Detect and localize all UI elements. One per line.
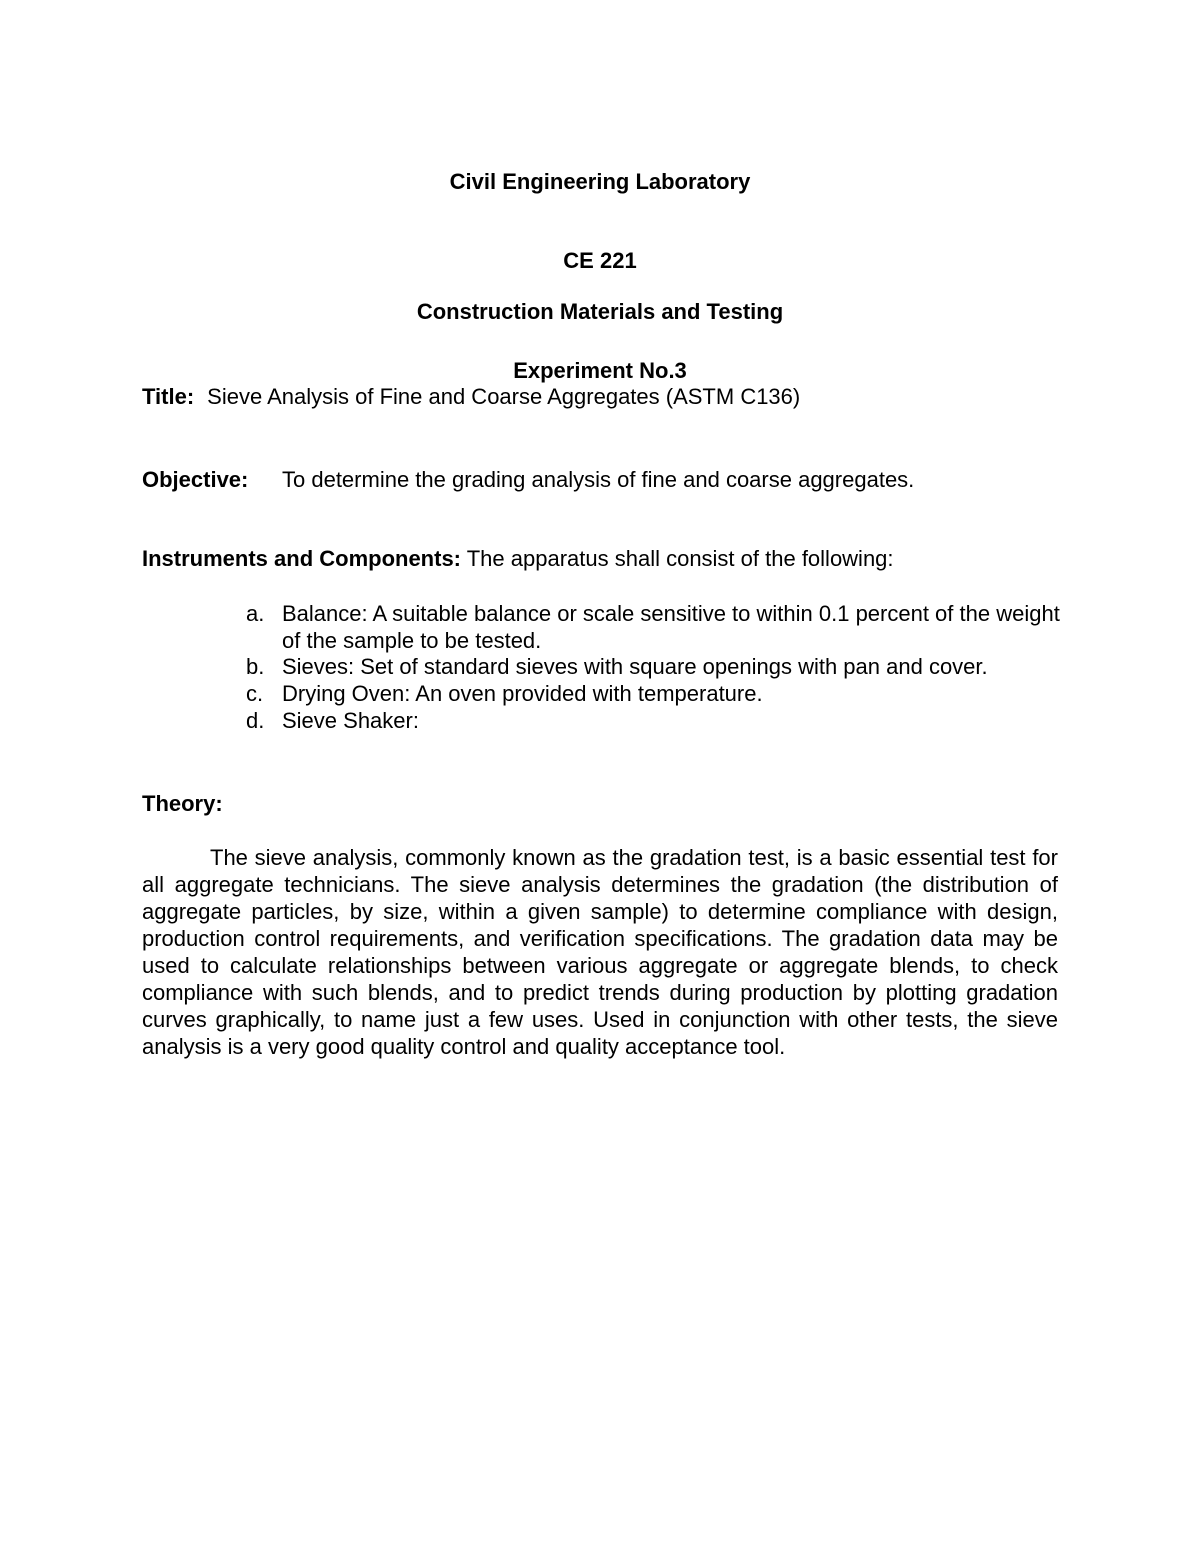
instruments-label: Instruments and Components: [142, 546, 462, 571]
list-item [246, 708, 1062, 735]
title-label: Title: [142, 384, 195, 409]
objective-row [142, 467, 1058, 493]
list-marker: b. [246, 654, 265, 680]
theory-paragraph: The sieve analysis, commonly known as the gradation test, is a basic essential test for all aggregate technicians. The sieve analysis determines the gradation (the distribution of aggregate particles, by size, within a given sample) to determine compliance with design, production control requirements, and verification specifications. The gradation data may be used to calculate relationships between various aggregate or aggregate blends, to check compliance with such blends, and to predict trends during production by plotting gradation curves graphically, to name just a few uses. Used in conjunction with other tests, the sieve analysis is a very good quality control and quality acceptance tool. [142, 845, 1058, 1059]
list-item [246, 654, 1062, 681]
list-marker: c. [246, 681, 264, 707]
list-item [246, 601, 1062, 654]
theory-heading: Theory: [142, 791, 223, 816]
list-item [246, 681, 1062, 708]
objective-text: To determine the grading analysis of fine and coarse aggregates. [282, 467, 915, 492]
list-item-text: Drying Oven: An oven provided with temperature. [282, 681, 763, 707]
course-name: Construction Materials and Testing [416, 299, 784, 324]
instruments-row [142, 546, 1058, 572]
instruments-list [246, 601, 1062, 735]
instruments-intro: The apparatus shall consist of the following: [466, 546, 894, 571]
title-row [142, 384, 1058, 410]
list-item-text: Balance: A suitable balance or scale sensitive to within 0.1 percent of the weight of the sample to be tested. [282, 601, 1060, 653]
list-marker: a. [246, 601, 265, 626]
experiment-number: Experiment No.3 [513, 358, 687, 383]
list-item-text: Sieve Shaker: [282, 707, 419, 733]
title-text: Sieve Analysis of Fine and Coarse Aggregates (ASTM C136) [207, 384, 801, 409]
list-item-text: Sieves: Set of standard sieves with square openings with pan and cover. [282, 654, 988, 680]
lab-heading: Civil Engineering Laboratory [449, 169, 751, 194]
course-code: CE 221 [563, 248, 637, 273]
objective-label: Objective: [142, 467, 249, 492]
list-marker: d. [246, 707, 265, 733]
